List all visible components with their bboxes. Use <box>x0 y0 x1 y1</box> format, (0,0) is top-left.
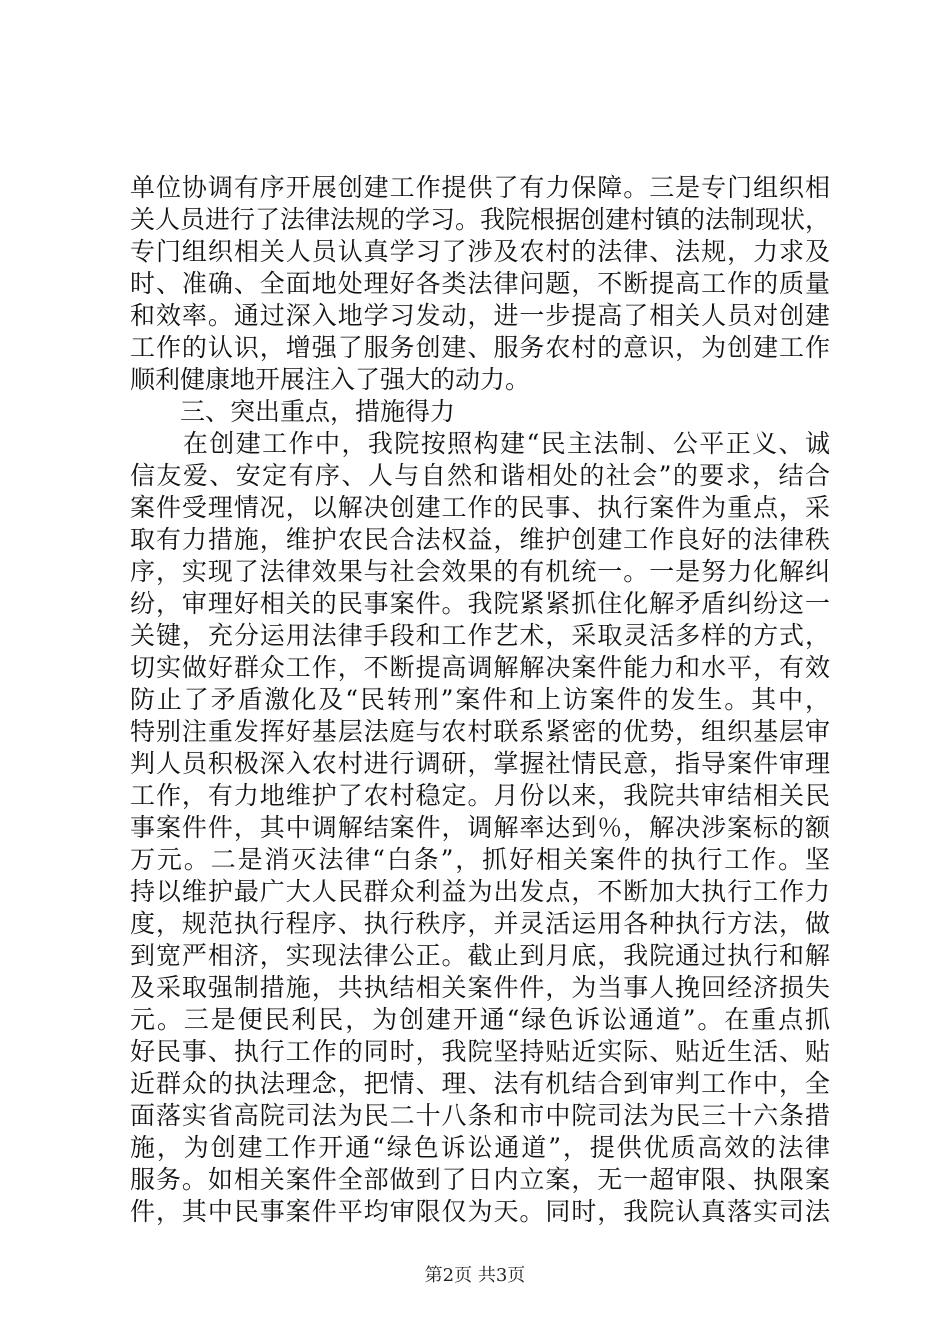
paragraph-line: 面落实省高院司法为民二十八条和市中院司法为民三十六条措 <box>130 1101 830 1130</box>
paragraph-line: 专门组织相关人员认真学习了涉及农村的法律、法规，力求及 <box>130 237 830 266</box>
paragraph-line: 判人员积极深入农村进行调研，掌握社情民意，指导案件审理 <box>130 749 830 778</box>
paragraph-line: 防止了矛盾激化及“民转刑”案件和上访案件的发生。其中， <box>130 685 830 714</box>
paragraph-line: 元。三是便民利民，为创建开通“绿色诉讼通道”。在重点抓 <box>130 1005 830 1034</box>
paragraph-line: 事案件件，其中调解结案件，调解率达到％，解决涉案标的额 <box>130 813 830 842</box>
paragraph-line: 工作的认识，增强了服务创建、服务农村的意识，为创建工作 <box>130 333 830 362</box>
paragraph-line: 施，为创建工作开通“绿色诉讼通道”，提供优质高效的法律 <box>130 1133 830 1162</box>
paragraph-line: 关人员进行了法律法规的学习。我院根据创建村镇的法制现状， <box>130 205 830 234</box>
paragraph-line: 和效率。通过深入地学习发动，进一步提高了相关人员对创建 <box>130 301 830 330</box>
paragraph-line: 万元。二是消灭法律“白条”，抓好相关案件的执行工作。坚 <box>130 845 830 874</box>
paragraph-line: 特别注重发挥好基层法庭与农村联系紧密的优势，组织基层审 <box>130 717 830 746</box>
paragraph-line: 在创建工作中，我院按照构建“民主法制、公平正义、诚 <box>130 429 830 458</box>
paragraph-line: 工作，有力地维护了农村稳定。月份以来，我院共审结相关民 <box>130 781 830 810</box>
page-footer: 第2页 共3页 <box>424 1265 526 1286</box>
paragraph-line: 切实做好群众工作，不断提高调解解决案件能力和水平，有效 <box>130 653 830 682</box>
section-heading: 三、突出重点，措施得力 <box>180 397 456 426</box>
paragraph-line: 时、准确、全面地处理好各类法律问题，不断提高工作的质量 <box>130 269 830 298</box>
paragraph-line: 件，其中民事案件平均审限仅为天。同时，我院认真落实司法 <box>130 1197 830 1226</box>
paragraph-line: 近群众的执法理念，把情、理、法有机结合到审判工作中，全 <box>130 1069 830 1098</box>
paragraph-line: 序，实现了法律效果与社会效果的有机统一。一是努力化解纠 <box>130 557 830 586</box>
paragraph-line: 信友爱、安定有序、人与自然和谐相处的社会”的要求，结合 <box>130 461 830 490</box>
paragraph-line: 案件受理情况，以解决创建工作的民事、执行案件为重点，采 <box>130 493 830 522</box>
paragraph-line: 持以维护最广大人民群众利益为出发点，不断加大执行工作力 <box>130 877 830 906</box>
paragraph-line: 服务。如相关案件全部做到了日内立案，无一超审限、执限案 <box>130 1165 830 1194</box>
paragraph-line: 纷，审理好相关的民事案件。我院紧紧抓住化解矛盾纠纷这一 <box>130 589 830 618</box>
paragraph-line: 及采取强制措施，共执结相关案件件，为当事人挽回经济损失 <box>130 973 830 1002</box>
paragraph-line: 好民事、执行工作的同时，我院坚持贴近实际、贴近生活、贴 <box>130 1037 830 1066</box>
paragraph-line: 取有力措施，维护农民合法权益，维护创建工作良好的法律秩 <box>130 525 830 554</box>
document-body <box>130 172 830 1228</box>
paragraph-line: 到宽严相济，实现法律公正。截止到月底，我院通过执行和解 <box>130 941 830 970</box>
paragraph-line: 关键，充分运用法律手段和工作艺术，采取灵活多样的方式， <box>130 621 830 650</box>
paragraph-line: 顺利健康地开展注入了强大的动力。 <box>130 365 531 394</box>
paragraph-line: 度，规范执行程序、执行秩序，并灵活运用各种执行方法，做 <box>130 909 830 938</box>
paragraph-line: 单位协调有序开展创建工作提供了有力保障。三是专门组织相 <box>130 173 830 202</box>
